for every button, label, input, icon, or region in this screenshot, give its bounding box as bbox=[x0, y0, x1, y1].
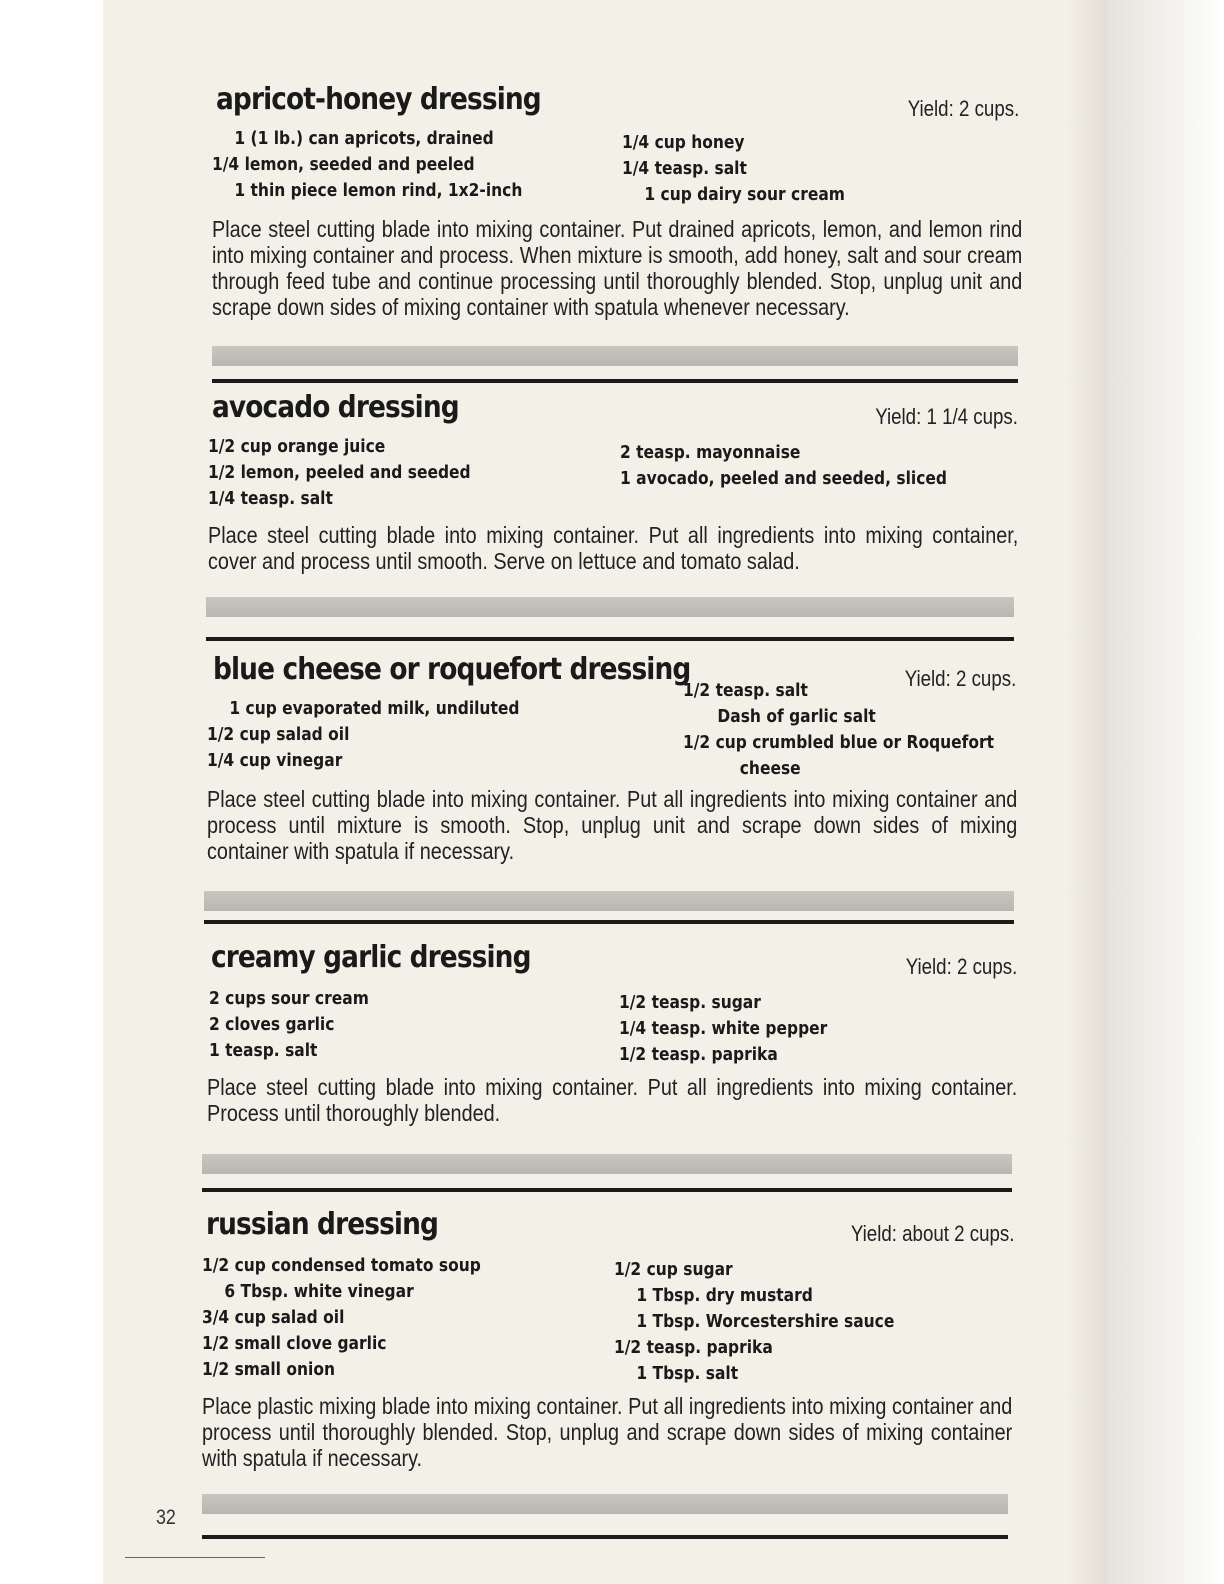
ingredients-right bbox=[683, 678, 1045, 782]
recipe-yield: Yield: 1 1/4 cups. bbox=[875, 404, 1018, 429]
ingredient: 1 (1 lb.) can apricots, drained bbox=[234, 128, 494, 149]
recipe-directions: Place steel cutting blade into mixing container. Put drained apricots, lemon, and lemon rind into mixing container and process. When mixture is smooth, add honey, salt and sour cream through feed tube and continue processing until thoroughly blended. Stop, unplug unit and scrape down sides of mixing container with spatula whenever necessary. bbox=[212, 216, 1023, 320]
recipe-yield: Yield: 2 cups. bbox=[905, 954, 1017, 979]
recipe-directions: Place plastic mixing blade into mixing container. Put all ingredients into mixing container and process until thoroughly blended. Stop, unplug and scrape down sides of mixing container with spatula if necessary. bbox=[202, 1393, 1013, 1471]
ingredient: 1/4 teasp. salt bbox=[208, 488, 333, 509]
page-margin bbox=[1107, 0, 1224, 1584]
section-rule bbox=[204, 920, 1014, 924]
recipe-title: blue cheese or roquefort dressing bbox=[213, 652, 691, 687]
ingredient: 1 Tbsp. dry mustard bbox=[636, 1285, 813, 1306]
ingredient: 1 Tbsp. salt bbox=[636, 1363, 739, 1384]
ingredient: 1/4 cup honey bbox=[622, 132, 745, 153]
page-number: 32 bbox=[156, 1506, 176, 1529]
ingredients-right bbox=[620, 440, 1000, 492]
ingredient: Dash of garlic salt bbox=[717, 706, 876, 727]
ingredient: 1/2 teasp. sugar bbox=[619, 992, 761, 1013]
ingredients-right bbox=[619, 990, 861, 1068]
section-gray-bar bbox=[202, 1494, 1008, 1514]
ingredient: 1 cup evaporated milk, undiluted bbox=[229, 698, 520, 719]
recipe-yield: Yield: 2 cups. bbox=[907, 96, 1019, 121]
ingredient: 1/2 teasp. paprika bbox=[619, 1044, 778, 1065]
ingredient: 1/2 teasp. salt bbox=[683, 680, 808, 701]
ingredient: 1 avocado, peeled and seeded, sliced bbox=[620, 468, 947, 489]
ingredient: 1/2 cup orange juice bbox=[208, 436, 386, 457]
ingredient: 1/2 small onion bbox=[202, 1359, 336, 1380]
recipe-title: creamy garlic dressing bbox=[211, 940, 531, 975]
ingredient: 6 Tbsp. white vinegar bbox=[224, 1281, 414, 1302]
section-rule bbox=[206, 637, 1014, 641]
ingredients-left bbox=[208, 434, 513, 512]
ingredients-right bbox=[622, 130, 881, 208]
section-gray-bar bbox=[202, 1154, 1012, 1174]
ingredients-left bbox=[212, 126, 573, 204]
cookbook-page bbox=[103, 0, 1107, 1584]
ingredient: 1/2 lemon, peeled and seeded bbox=[208, 462, 471, 483]
recipe-directions: Place steel cutting blade into mixing container. Put all ingredients into mixing container, cover and process until smooth. Serve on lettuce and tomato salad. bbox=[208, 522, 1019, 574]
ingredient: 2 cloves garlic bbox=[209, 1014, 335, 1035]
recipe-title: russian dressing bbox=[206, 1207, 439, 1242]
ingredient: 1/4 cup vinegar bbox=[207, 750, 343, 771]
section-rule bbox=[202, 1535, 1008, 1539]
ingredient: 1 cup dairy sour cream bbox=[644, 184, 845, 205]
ingredient: cheese bbox=[739, 758, 801, 779]
ingredient: 1 thin piece lemon rind, 1x2-inch bbox=[234, 180, 523, 201]
ingredient: 1/4 teasp. salt bbox=[622, 158, 747, 179]
section-gray-bar bbox=[206, 597, 1014, 617]
section-gray-bar bbox=[212, 346, 1018, 366]
section-gray-bar bbox=[204, 891, 1014, 911]
ingredient: 1/2 cup salad oil bbox=[207, 724, 350, 745]
ingredient: 1/2 small clove garlic bbox=[202, 1333, 387, 1354]
recipe-title: avocado dressing bbox=[212, 390, 459, 425]
underline-mark bbox=[125, 1557, 265, 1558]
section-rule bbox=[212, 379, 1018, 383]
ingredient: 2 cups sour cream bbox=[209, 988, 369, 1009]
ingredients-left bbox=[207, 696, 570, 774]
ingredient: 3/4 cup salad oil bbox=[202, 1307, 345, 1328]
ingredient: 1 teasp. salt bbox=[209, 1040, 318, 1061]
recipe-yield: Yield: 2 cups. bbox=[904, 666, 1016, 691]
ingredient: 2 teasp. mayonnaise bbox=[620, 442, 801, 463]
recipe-directions: Place steel cutting blade into mixing container. Put all ingredients into mixing container and process until mixture is smooth. Stop, unplug unit and scrape down sides of mixing container with spatula if necessary. bbox=[207, 786, 1018, 864]
ingredients-left bbox=[209, 986, 395, 1064]
ingredient: 1/4 teasp. white pepper bbox=[619, 1018, 828, 1039]
ingredients-left bbox=[202, 1253, 526, 1383]
ingredient: 1/2 teasp. paprika bbox=[614, 1337, 773, 1358]
section-rule bbox=[202, 1188, 1012, 1192]
recipe-title: apricot-honey dressing bbox=[216, 82, 541, 117]
ingredient: 1 Tbsp. Worcestershire sauce bbox=[636, 1311, 895, 1332]
page-gutter-shadow bbox=[1067, 0, 1107, 1584]
ingredient: 1/4 lemon, seeded and peeled bbox=[212, 154, 475, 175]
recipe-directions: Place steel cutting blade into mixing container. Put all ingredients into mixing container. Process until thoroughly blended. bbox=[207, 1074, 1018, 1126]
ingredients-right bbox=[614, 1257, 940, 1387]
ingredient: 1/2 cup condensed tomato soup bbox=[202, 1255, 481, 1276]
recipe-yield: Yield: about 2 cups. bbox=[850, 1221, 1014, 1246]
ingredient: 1/2 cup crumbled blue or Roquefort bbox=[683, 732, 995, 753]
ingredient: 1/2 cup sugar bbox=[614, 1259, 733, 1280]
